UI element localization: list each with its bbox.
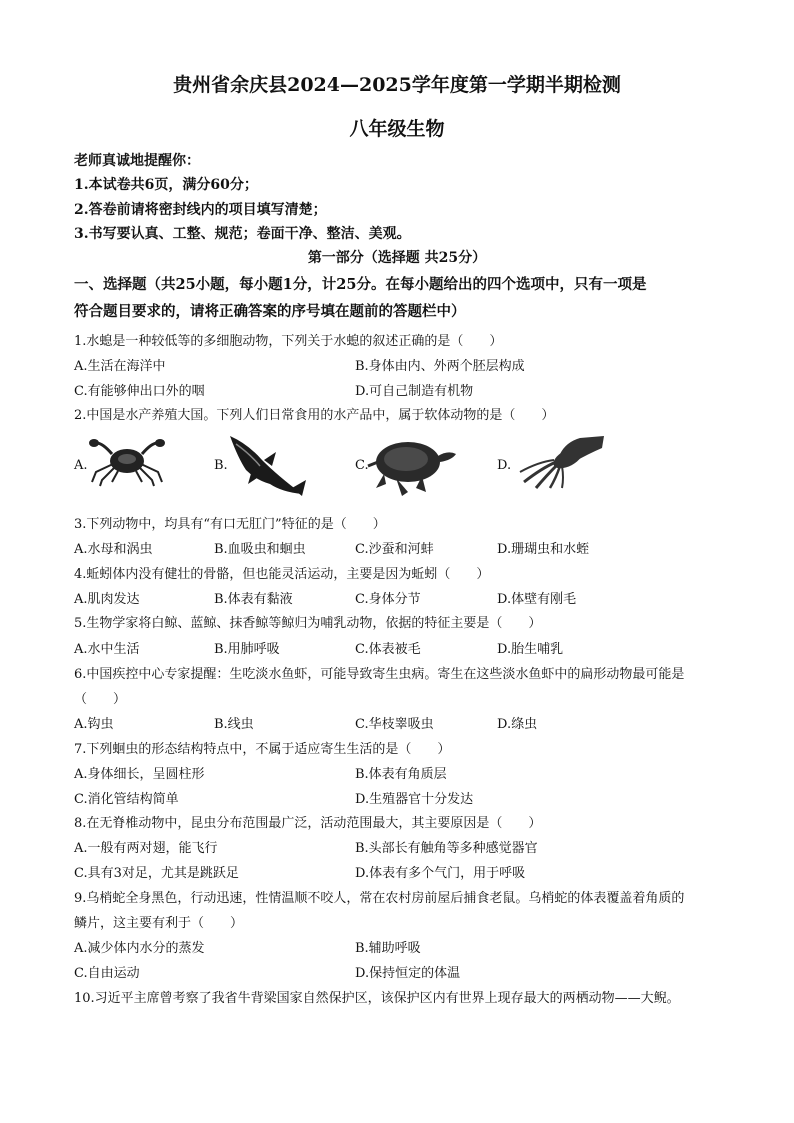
section-instructions: 一、选择题（共25小题，每小题1分，计25分。在每小题给出的四个选项中，只有一项是 (74, 276, 647, 293)
question-6-stem-cont: （ ） (74, 692, 127, 707)
question-3-option-a: A.水母和涡虫 (74, 542, 153, 557)
question-9-option-a: A.减少体内水分的蒸发 (74, 941, 205, 956)
part-heading: 第一部分（选择题 共25分） (307, 250, 487, 266)
question-1-stem: 1.水螅是一种较低等的多细胞动物，下列关于水螅的叙述正确的是（ ） (74, 334, 503, 349)
question-7-option-c: C.消化管结构简单 (74, 792, 179, 807)
question-4-option-d: D.体壁有刚毛 (497, 592, 577, 607)
question-1-option-d: D.可自己制造有机物 (355, 384, 474, 399)
question-4-option-b: B.体表有黏液 (214, 592, 293, 607)
question-2-option-d: D. (497, 458, 512, 473)
question-2-option-b: B. (214, 458, 228, 473)
question-2-option-c: C. (355, 458, 369, 473)
question-7-stem: 7.下列蛔虫的形态结构特点中，不属于适应寄生生活的是（ ） (74, 742, 451, 757)
question-6-option-d: D.绦虫 (497, 717, 538, 732)
question-1-option-a: A.生活在海洋中 (74, 359, 166, 374)
question-9-option-c: C.自由运动 (74, 966, 140, 981)
notice-item: 2.答卷前请将密封线内的项目填写清楚； (74, 202, 327, 218)
crab-icon (86, 428, 168, 488)
question-7-option-b: B.体表有角质层 (355, 767, 447, 782)
question-8-option-b: B.头部长有触角等多种感觉器官 (355, 841, 538, 856)
question-7-option-a: A.身体细长，呈圆柱形 (74, 767, 205, 782)
question-6-option-b: B.线虫 (214, 717, 254, 732)
question-5-option-b: B.用肺呼吸 (214, 642, 280, 657)
question-6-stem: 6.中国疾控中心专家提醒：生吃淡水鱼虾，可能导致寄生虫病。寄生在这些淡水鱼虾中的扁形动物最可能是 (74, 667, 685, 682)
question-8-option-d: D.体表有多个气门，用于呼吸 (355, 866, 526, 881)
question-7-option-d: D.生殖器官十分发达 (355, 792, 474, 807)
question-5-option-d: D.胎生哺乳 (497, 642, 564, 657)
question-9-stem: 9.乌梢蛇全身黑色，行动迅速，性情温顺不咬人，常在农村房前屋后捕食老鼠。乌梢蛇的体表覆盖着角质的 (74, 891, 685, 906)
question-3-option-d: D.珊瑚虫和水蛭 (497, 542, 590, 557)
squid-icon (516, 432, 606, 490)
page-subtitle: 八年级生物 (349, 118, 445, 140)
question-3-stem: 3.下列动物中，均具有“有口无肛门”特征的是（ ） (74, 517, 386, 532)
question-10-stem: 10.习近平主席曾考察了我省牛背梁国家自然保护区，该保护区内有世界上现存最大的两栖动物——大鲵。 (74, 991, 680, 1006)
softshell-turtle-icon (366, 432, 458, 498)
question-2-option-a: A. (74, 458, 88, 473)
question-1-option-b: B.身体由内、外两个胚层构成 (355, 359, 525, 374)
question-4-stem: 4.蚯蚓体内没有健壮的骨骼，但也能灵活运动，主要是因为蚯蚓（ ） (74, 567, 490, 582)
question-5-stem: 5.生物学家将白鲸、蓝鲸、抹香鲸等鲸归为哺乳动物，依据的特征主要是（ ） (74, 616, 542, 631)
question-9-option-d: D.保持恒定的体温 (355, 966, 461, 981)
question-5-option-c: C.体表被毛 (355, 642, 421, 657)
question-8-option-c: C.具有3对足，尤其是跳跃足 (74, 866, 239, 881)
page-title: 贵州省余庆县2024—2025学年度第一学期半期检测 (173, 74, 621, 96)
section-instructions: 符合题目要求的，请将正确答案的序号填在题前的答题栏中） (74, 303, 466, 320)
notice-heading: 老师真诚地提醒你： (74, 153, 200, 169)
question-3-option-c: C.沙蚕和河蚌 (355, 542, 434, 557)
question-4-option-a: A.肌肉发达 (74, 592, 140, 607)
question-5-option-a: A.水中生活 (74, 642, 140, 657)
question-1-option-c: C.有能够伸出口外的咽 (74, 384, 205, 399)
question-6-option-a: A.钩虫 (74, 717, 114, 732)
question-4-option-c: C.身体分节 (355, 592, 421, 607)
question-9-stem-cont: 鳞片，这主要有利于（ ） (74, 916, 244, 931)
question-3-option-b: B.血吸虫和蛔虫 (214, 542, 306, 557)
question-6-option-c: C.华枝睾吸虫 (355, 717, 434, 732)
question-2-stem: 2.中国是水产养殖大国。下列人们日常食用的水产品中，属于软体动物的是（ ） (74, 408, 555, 423)
question-8-stem: 8.在无脊椎动物中，昆虫分布范围最广泛，活动范围最大，其主要原因是（ ） (74, 816, 542, 831)
notice-item: 3.书写要认真、工整、规范；卷面干净、整洁、美观。 (74, 226, 411, 242)
sturgeon-icon (226, 430, 306, 500)
question-9-option-b: B.辅助呼吸 (355, 941, 421, 956)
notice-item: 1.本试卷共6页，满分60分； (74, 177, 258, 193)
question-8-option-a: A.一般有两对翅，能飞行 (74, 841, 218, 856)
